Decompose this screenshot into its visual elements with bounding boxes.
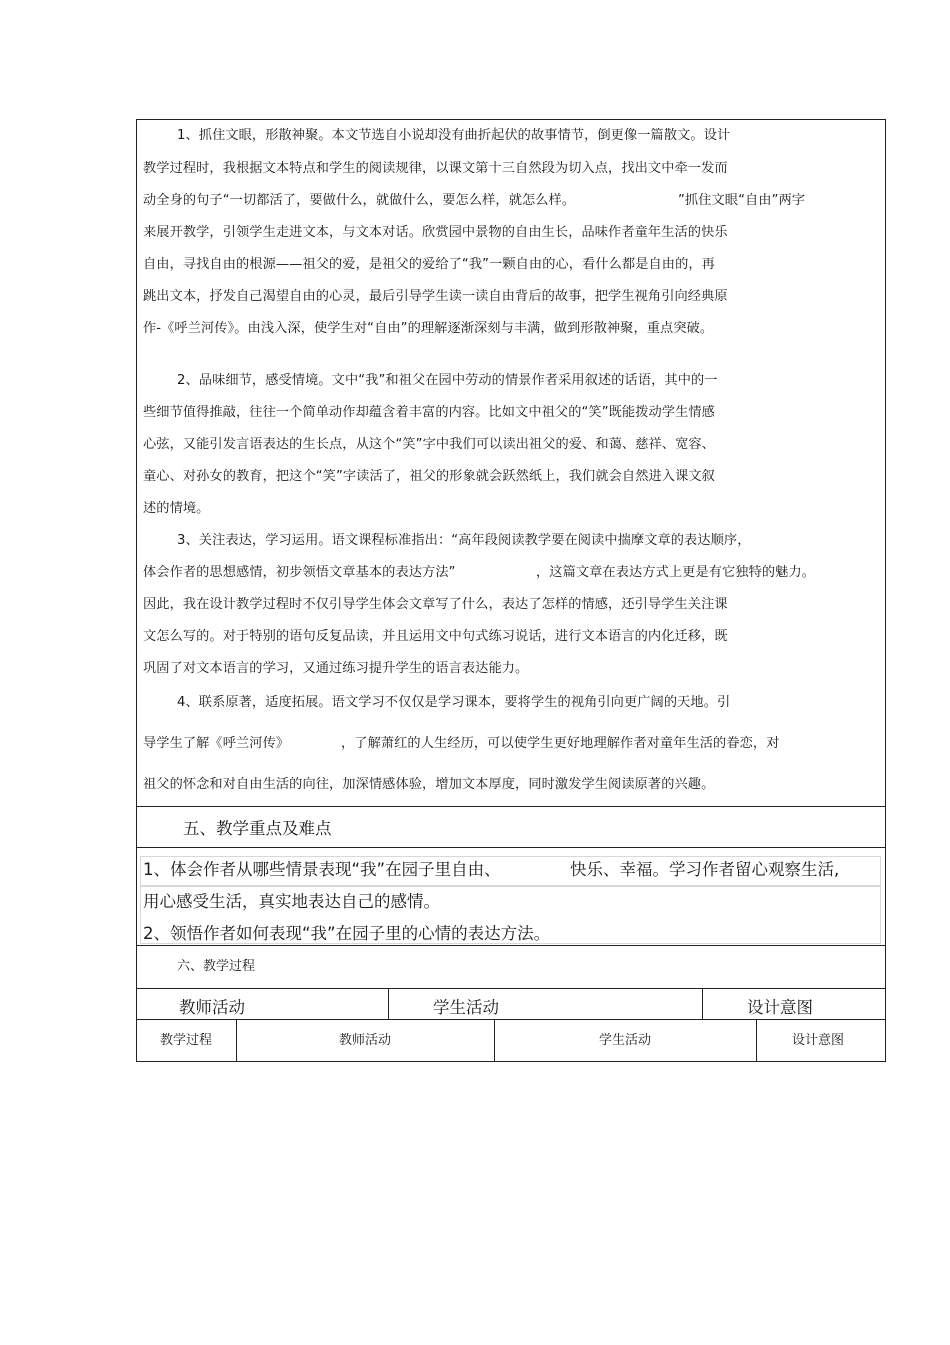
key-point-line: 1、体会作者从哪些情景表现“我”在园子里自由、	[143, 860, 501, 879]
column-header: 教学过程	[159, 1033, 213, 1048]
row-divider	[136, 847, 886, 848]
text-line: 因此，我在设计教学过程时不仅引导学生体会文章写了什么，表达了怎样的情感，还引导学生关注课	[143, 597, 728, 612]
text-line: 2、品味细节，感受情境。文中“我”和祖父在园中劳动的情景作者采用叙述的话语，其中的一	[177, 373, 718, 388]
col-divider	[388, 988, 389, 1019]
section-heading: 六、教学过程	[177, 959, 256, 974]
col-divider	[702, 988, 703, 1019]
text-line: 跳出文本，抒发自己渴望自由的心灵，最后引导学生读一读自由背后的故事，把学生视角引向经典原	[143, 289, 728, 304]
row-divider	[136, 1019, 886, 1020]
key-point-line: 用心感受生活，真实地表达自己的感情。	[143, 892, 440, 911]
column-header: 教师活动	[338, 1033, 392, 1048]
col-divider	[236, 1019, 237, 1062]
key-point-line: 快乐、幸福。学习作者留心观察生活,	[570, 860, 840, 879]
row-divider	[136, 945, 886, 946]
text-line: 1、抓住文眼，形散神聚。本文节选自小说却没有曲折起伏的故事情节，倒更像一篇散文。设计	[177, 128, 731, 143]
col-divider	[756, 1019, 757, 1062]
text-line: 来展开教学，引领学生走进文本，与文本对话。欣赏园中景物的自由生长，品味作者童年生活的快乐	[143, 225, 728, 240]
text-line: 体会作者的思想感情，初步领悟文章基本的表达方法”	[143, 565, 456, 580]
text-line: 祖父的怀念和对自由生活的向往，加深情感体验，增加文本厚度，同时激发学生阅读原著的兴趣。	[143, 777, 715, 792]
text-line: 些细节值得推敲，往往一个简单动作却蕴含着丰富的内容。比如文中祖父的“笑”既能拨动学生情感	[143, 405, 715, 420]
text-line: 作-《呼兰河传》。由浅入深，使学生对“自由”的理解逐渐深刻与丰满，做到形散神聚，重点突破。	[143, 321, 714, 336]
text-line: 述的情境。	[143, 501, 210, 516]
row-divider	[136, 806, 886, 807]
key-point-line: 2、领悟作者如何表现“我”在园子里的心情的表达方法。	[143, 924, 551, 943]
column-header: 教师活动	[179, 998, 245, 1017]
text-line: 心弦，又能引发言语表达的生长点，从这个“笑”字中我们可以读出祖父的爱、和蔼、慈祥、宽容、	[143, 437, 715, 452]
column-header: 设计意图	[747, 998, 813, 1017]
text-line: 4、联系原著，适度拓展。语文学习不仅仅是学习课本，要将学生的视角引向更广阔的天地。引	[177, 695, 731, 710]
text-line: 巩固了对文本语言的学习，又通过练习提升学生的语言表达能力。	[143, 661, 529, 676]
column-header: 学生活动	[433, 998, 499, 1017]
col-divider	[494, 1019, 495, 1062]
text-line: ”抓住文眼“自由”两字	[678, 193, 806, 208]
text-line: 童心、对孙女的教育，把这个“笑”字读活了，祖父的形象就会跃然纸上，我们就会自然进入课文叙	[143, 469, 715, 484]
text-line: 教学过程时，我根据文本特点和学生的阅读规律，以课文第十三自然段为切入点，找出文中牵一发而	[143, 161, 728, 176]
text-line: ，这篇文章在表达方式上更是有它独特的魅力。	[536, 565, 816, 580]
text-line: 文怎么写的。对于特别的语句反复品读，并且运用文中句式练习说话，进行文本语言的内化迁移，既	[143, 629, 728, 644]
column-header: 设计意图	[791, 1033, 845, 1048]
column-header: 学生活动	[598, 1033, 652, 1048]
text-line: 动全身的句子“一切都活了，要做什么，就做什么，要怎么样，就怎么样。	[143, 193, 576, 208]
text-line: 自由，寻找自由的根源——祖父的爱，是祖父的爱给了“我”一颗自由的心，看什么都是自由的，再	[143, 257, 715, 272]
text-line: 导学生了解《呼兰河传》	[143, 736, 290, 751]
row-divider	[136, 988, 886, 989]
text-line: ，了解萧红的人生经历，可以使学生更好地理解作者对童年生活的眷恋，对	[341, 736, 780, 751]
section-heading: 五、教学重点及难点	[183, 819, 332, 838]
text-line: 3、关注表达，学习运用。语文课程标准指出：“高年段阅读教学要在阅读中揣摩文章的表达顺序，	[177, 533, 751, 548]
